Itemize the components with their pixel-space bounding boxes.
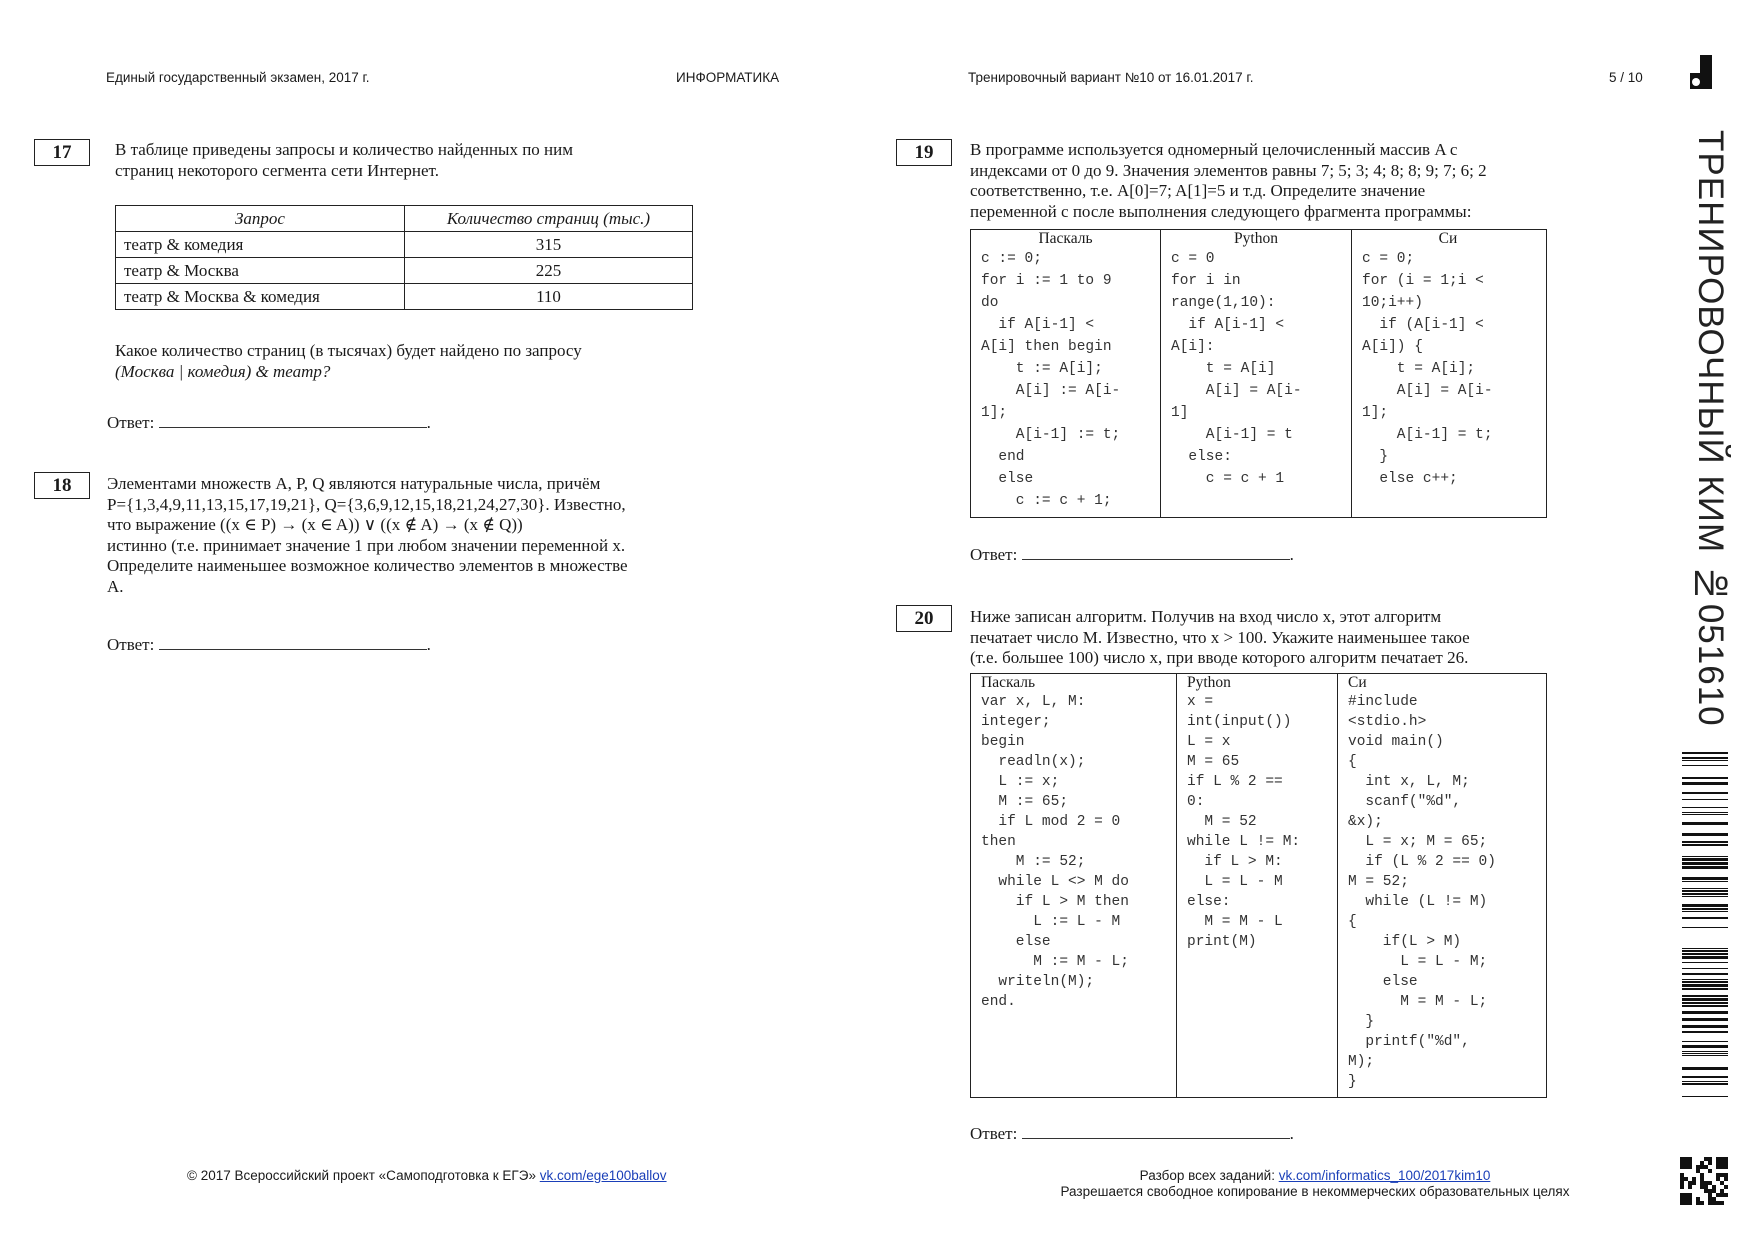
header-subject: ИНФОРМАТИКА — [676, 70, 780, 85]
task17-question — [115, 341, 582, 382]
footer-right — [1030, 1168, 1600, 1200]
task19-line: переменной c после выполнения следующего фрагмента программы: — [970, 201, 1472, 221]
header-variant: Тренировочный вариант №10 от 16.01.2017 г. — [968, 70, 1254, 85]
count-cell: 110 — [405, 284, 693, 310]
qr-code-icon — [1680, 1157, 1728, 1205]
code-lang-label: Паскаль — [981, 674, 1036, 691]
answer-field[interactable] — [1022, 545, 1290, 560]
task18-line: A. — [107, 576, 124, 596]
answer-field[interactable] — [159, 635, 427, 650]
answer-label: Ответ: — [107, 413, 155, 432]
task17-intro-line: страниц некоторого сегмента сети Интернет. — [115, 160, 439, 180]
code-column-pascal — [971, 230, 1161, 517]
task20-code-table — [970, 673, 1547, 1098]
answer-label: Ответ: — [107, 635, 155, 654]
footer-copyright: © 2017 Всероссийский проект «Самоподготовка к ЕГЭ» — [187, 1168, 536, 1183]
code-block: x = int(input()) L = x M = 65 if L % 2 == 0: M = 52 while L != M: if L > M: L = L - M else: M = M - L print(M) — [1187, 694, 1301, 950]
answer-label: Ответ: — [970, 545, 1018, 564]
task20-answer: Ответ: . — [970, 1124, 1294, 1143]
side-kim-title: ТРЕНИРОВОЧНЫЙ КИМ №051610 — [1691, 130, 1730, 727]
task17-question-line: Какое количество страниц (в тысячах) будет найдено по запросу — [115, 341, 582, 360]
task17-query-expression: (Москва | комедия) & театр? — [115, 361, 331, 381]
code-column-python — [1161, 230, 1352, 517]
code-lang-label: Python — [1234, 230, 1278, 247]
task17-intro-line: В таблице приведены запросы и количество найденных по ним — [115, 140, 574, 159]
task19-line: соответственно, т.е. A[0]=7; A[1]=5 и т.д. Определите значение — [970, 181, 1426, 200]
table-header-count: Количество страниц (тыс.) — [405, 206, 693, 232]
code-block: c := 0; for i := 1 to 9 do if A[i-1] < A[i] then begin t := A[i]; A[i] := A[i- 1]; A[i-1] := t; end else c := c + 1; — [981, 251, 1121, 509]
task17-intro — [115, 140, 573, 181]
table-header-query: Запрос — [116, 206, 405, 232]
code-block: var x, L, M: integer; begin readln(x); L := x; M := 65; if L mod 2 = 0 then M := 52; while L <> M do if L > M then L := L - M else M := M - L; writeln(M); end. — [981, 694, 1129, 1010]
footer-analysis-link[interactable]: vk.com/informatics_100/2017kim10 — [1278, 1168, 1491, 1183]
query-cell: театр & Москва — [116, 258, 405, 284]
code-column-python — [1177, 674, 1338, 1097]
query-cell: театр & комедия — [116, 232, 405, 258]
task20-line: (т.е. большее 100) число x, при вводе которого алгоритм печатает 26. — [970, 648, 1469, 667]
task18-line: Элементами множеств А, P, Q являются натуральные числа, причём — [107, 474, 601, 493]
task19-line: индексами от 0 до 9. Значения элементов равны 7; 5; 3; 4; 8; 8; 9; 7; 6; 2 — [970, 160, 1487, 180]
task17-table — [115, 205, 693, 310]
code-lang-label: Паскаль — [1038, 230, 1093, 247]
footer-analysis-label: Разбор всех заданий: — [1139, 1168, 1275, 1183]
footer-left — [187, 1168, 667, 1183]
page-number: 5 / 10 — [1609, 70, 1643, 85]
task-number-20: 20 — [896, 605, 952, 632]
header-exam-title: Единый государственный экзамен, 2017 г. — [106, 70, 370, 85]
code-block: c = 0 for i in range(1,10): if A[i-1] < A[i]: t = A[i] A[i] = A[i- 1] A[i-1] = t else: c = c + 1 — [1171, 251, 1302, 487]
code-column-pascal — [971, 674, 1177, 1097]
table-row — [116, 258, 693, 284]
task18-line: что выражение ((x ∈ P) → (x ∈ A)) ∨ ((x ∉ A) → (x ∉ Q)) — [107, 515, 523, 534]
query-cell: театр & Москва & комедия — [116, 284, 405, 310]
table-row — [116, 232, 693, 258]
count-cell: 315 — [405, 232, 693, 258]
task18-line: P={1,3,4,9,11,13,15,17,19,21}, Q={3,6,9,12,15,18,21,24,27,30}. Известно, — [107, 494, 626, 514]
task-number-19: 19 — [896, 139, 952, 166]
code-lang-label: Си — [1438, 230, 1458, 247]
answer-field[interactable] — [159, 413, 427, 428]
task-number-17: 17 — [34, 139, 90, 166]
code-lang-label: Python — [1187, 674, 1231, 691]
count-cell: 225 — [405, 258, 693, 284]
code-lang-label: Си — [1348, 674, 1367, 691]
task18-text — [107, 474, 628, 597]
task18-line: Определите наименьшее возможное количество элементов в множестве — [107, 556, 628, 575]
publisher-logo-icon — [1690, 55, 1712, 89]
task20-line: Ниже записан алгоритм. Получив на вход число x, этот алгоритм — [970, 607, 1442, 626]
code-column-c — [1338, 674, 1544, 1097]
answer-label: Ответ: — [970, 1124, 1018, 1143]
task18-answer: Ответ: . — [107, 635, 431, 654]
task-number-18: 18 — [34, 472, 90, 499]
task20-line: печатает число M. Известно, что x > 100. Укажите наименьшее такое — [970, 627, 1470, 647]
footer-vk-link[interactable]: vk.com/ege100ballov — [539, 1168, 667, 1183]
task18-line: истинно (т.е. принимает значение 1 при любом значении переменной х. — [107, 535, 626, 555]
code-column-c — [1352, 230, 1544, 517]
task19-answer: Ответ: . — [970, 545, 1294, 564]
task19-line: В программе используется одномерный целочисленный массив A с — [970, 140, 1458, 159]
code-block: c = 0; for (i = 1;i < 10;i++) if (A[i-1] < A[i]) { t = A[i]; A[i] = A[i- 1]; A[i-1] = t; } else c++; — [1362, 251, 1493, 487]
task19-code-table — [970, 229, 1547, 518]
task20-text — [970, 607, 1470, 669]
task17-answer: Ответ: . — [107, 413, 431, 432]
task19-text — [970, 140, 1487, 222]
table-row — [116, 284, 693, 310]
barcode-icon — [1682, 752, 1728, 1100]
answer-field[interactable] — [1022, 1124, 1290, 1139]
code-block: #include <stdio.h> void main() { int x, L, M; scanf("%d", &x); L = x; M = 65; if (L % 2 == 0) M = 52; while (L != M) { if(L > M) L = L - M; else M = M - L; } printf("%d", M); } — [1348, 694, 1496, 1090]
footer-license-note: Разрешается свободное копирование в некоммерческих образовательных целях — [1060, 1184, 1570, 1199]
